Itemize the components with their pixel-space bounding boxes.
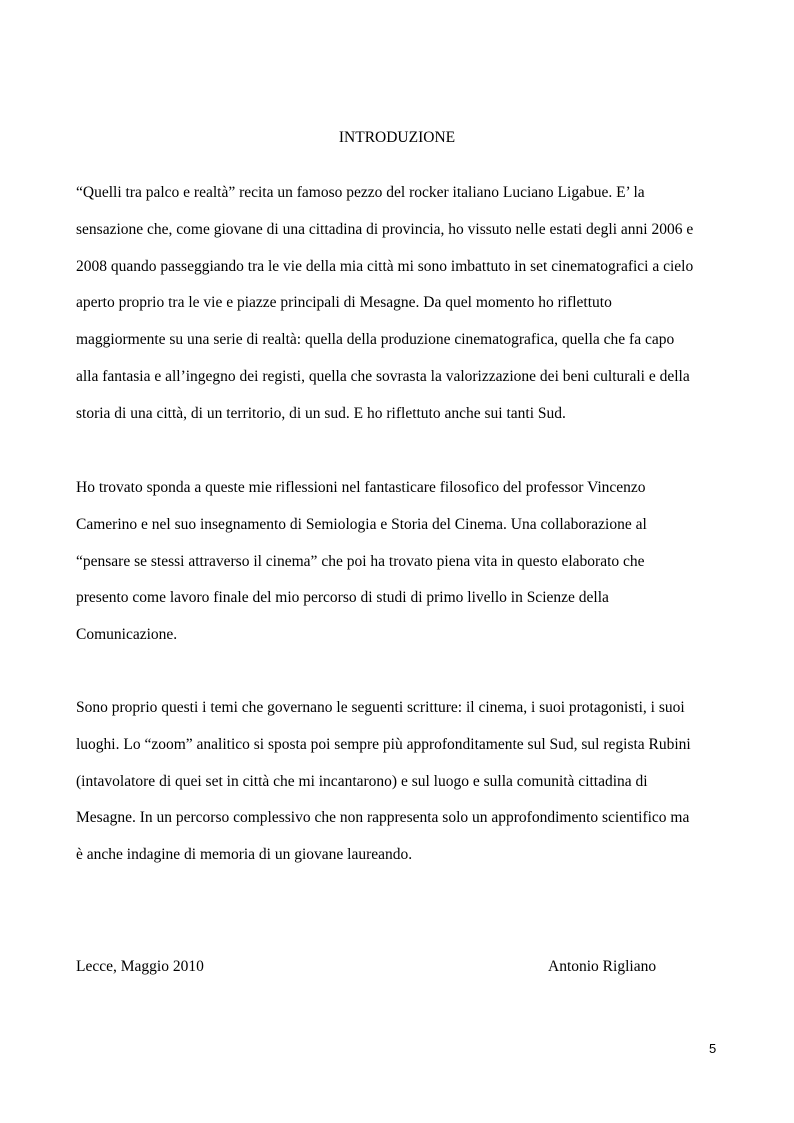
- place-date: Lecce, Maggio 2010: [76, 958, 204, 975]
- paragraph-line: “pensare se stessi attraverso il cinema” che poi ha trovato piena vita in questo elaborato che: [76, 552, 645, 570]
- paragraph-line: aperto proprio tra le vie e piazze principali di Mesagne. Da quel momento ho riflettuto: [76, 294, 612, 312]
- paragraph-line: (intavolatore di quei set in città che mi incantarono) e sul luogo e sulla comunità cittadina di: [76, 772, 648, 790]
- paragraph-1: [76, 175, 726, 433]
- paragraph-3: [76, 690, 726, 874]
- paragraph-line: 2008 quando passeggiando tra le vie della mia città mi sono imbattuto in set cinematografici a cielo: [76, 257, 694, 275]
- page-title: INTRODUZIONE: [338, 129, 456, 146]
- paragraph-line: sensazione che, come giovane di una cittadina di provincia, ho vissuto nelle estati degli anni 2006 e: [76, 220, 694, 238]
- paragraph-line: Ho trovato sponda a queste mie riflessioni nel fantasticare filosofico del professor Vincenzo: [76, 479, 646, 496]
- paragraph-line: presento come lavoro finale del mio percorso di studi di primo livello in Scienze della: [76, 589, 609, 607]
- paragraph-line: storia di una città, di un territorio, di un sud. E ho riflettuto anche sui tanti Sud.: [76, 404, 566, 422]
- paragraph-line: Camerino e nel suo insegnamento di Semiologia e Storia del Cinema. Una collaborazione al: [76, 515, 647, 533]
- paragraph-line: luoghi. Lo “zoom” analitico si sposta poi sempre più approfonditamente sul Sud, sul regista Rubini: [76, 735, 691, 753]
- paragraph-line: “Quelli tra palco e realtà” recita un famoso pezzo del rocker italiano Luciano Ligabue. E’ la: [76, 184, 645, 201]
- paragraph-line: è anche indagine di memoria di un giovane laureando.: [76, 846, 413, 864]
- page-number: 5: [709, 1041, 717, 1056]
- paragraph-line: maggiormente su una serie di realtà: quella della produzione cinematografica, quella che fa capo: [76, 331, 675, 349]
- paragraph-line: alla fantasia e all’ingegno dei registi, quella che sovrasta la valorizzazione dei beni culturali e della: [76, 367, 690, 385]
- paragraph-line: Mesagne. In un percorso complessivo che non rappresenta solo un approfondimento scientifico ma: [76, 809, 690, 827]
- paragraph-line: Sono proprio questi i temi che governano le seguenti scritture: il cinema, i suoi protagonisti, i suoi: [76, 699, 685, 716]
- author-name: Antonio Rigliano: [548, 958, 657, 975]
- paragraph-2: [76, 470, 726, 654]
- paragraph-line: Comunicazione.: [76, 626, 178, 644]
